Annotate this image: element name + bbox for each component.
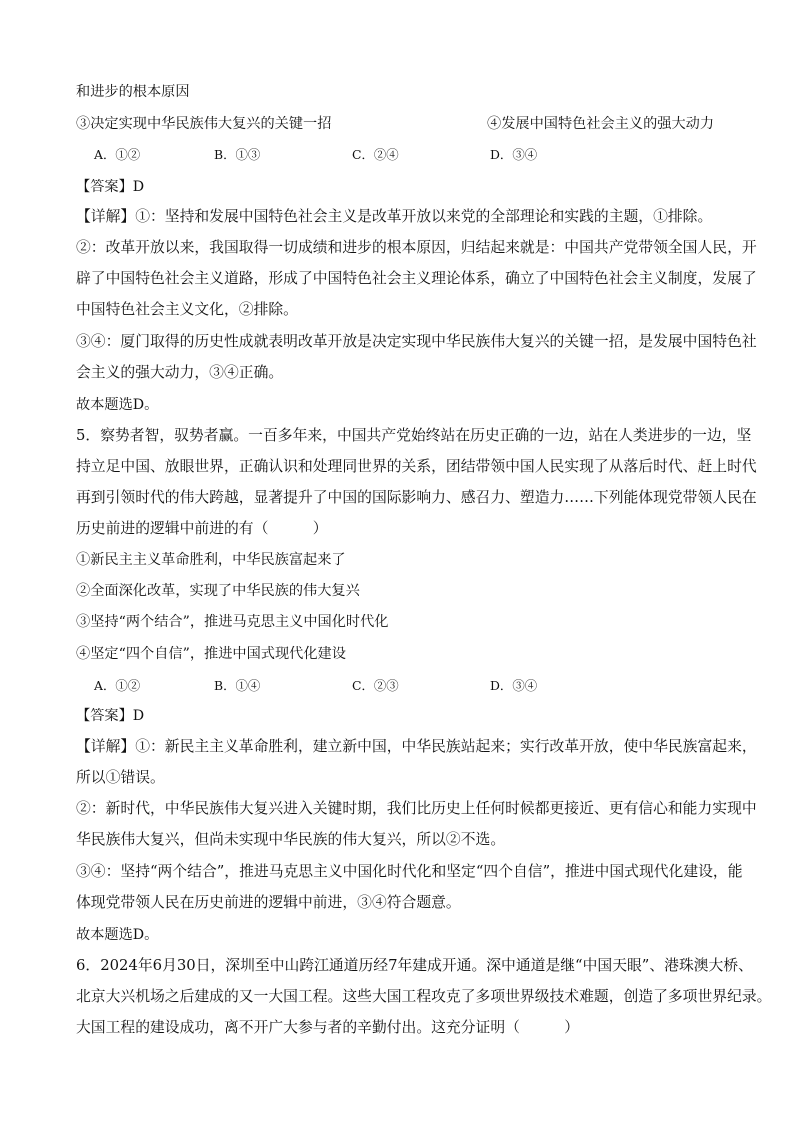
q5-item-2: ②全面深化改革，实现了中华民族的伟大复兴 — [76, 583, 360, 599]
q5-option-a: A．①② — [94, 678, 141, 693]
q5-detail-line-6: 体现党带领人民在历史前进的逻辑中前进，③④符合题意。 — [76, 894, 461, 911]
q4-option-c: C．②④ — [352, 147, 399, 162]
q5-detail-line-4: 华民族伟大复兴，但尚未实现中华民族的伟大复兴，所以②不选。 — [76, 831, 506, 848]
q5-answer: 【答案】D — [76, 708, 145, 724]
q4-item-4: ④发展中国特色社会主义的强大动力 — [487, 116, 715, 132]
q4-detail-line-6: 会主义的强大动力，③④正确。 — [76, 364, 284, 381]
q4-stem-tail: 和进步的根本原因 — [76, 84, 190, 100]
q5-option-b: B．①④ — [214, 678, 261, 693]
q5-stem-line-1: 5．察势者智，驭势者赢。一百多年来，中国共产党始终站在历史正确的一边，站在人类进步的一边，坚 — [76, 427, 752, 444]
q5-stem-line-3: 再到引领时代的伟大跨越，显著提升了中国的国际影响力、感召力、塑造力……下列能体现党带领人民在 — [76, 489, 757, 506]
q5-item-1: ①新民主主义革命胜利，中华民族富起来了 — [76, 552, 346, 568]
q5-detail-line-2: 所以①错误。 — [76, 769, 165, 786]
q4-conclusion: 故本题选D。 — [76, 397, 159, 413]
q4-answer: 【答案】D — [76, 179, 145, 195]
q4-item-3: ③决定实现中华民族伟大复兴的关键一招 — [76, 116, 332, 132]
q6-stem-line-2: 北京大兴机场之后建成的又一大国工程。这些大国工程攻克了多项世界级技术难题，创造了多项世界纪录。 — [76, 988, 772, 1005]
q5-detail-line-3: ②：新时代，中华民族伟大复兴进入关键时期，我们比历史上任何时候都更接近、更有信心和能力实现中 — [76, 800, 757, 817]
q5-conclusion: 故本题选D。 — [76, 927, 159, 943]
q5-item-3: ③坚持“两个结合”，推进马克思主义中国化时代化 — [76, 614, 389, 630]
q5-item-4: ④坚定“四个自信”，推进中国式现代化建设 — [76, 646, 346, 662]
q5-stem-line-2: 持立足中国、放眼世界，正确认识和处理同世界的关系，团结带领中国人民实现了从落后时代、赶上时代 — [76, 458, 757, 475]
q5-detail-line-5: ③④：坚持“两个结合”，推进马克思主义中国化时代化和坚定“四个自信”，推进中国式现代化建设，能 — [76, 863, 743, 880]
q4-option-a: A．①② — [94, 147, 141, 162]
q4-detail-line-2: ②：改革开放以来，我国取得一切成绩和进步的根本原因，归结起来就是：中国共产党带领全国人民，开 — [76, 239, 757, 256]
q6-stem-line-3: 大国工程的建设成功，离不开广大参与者的辛勤付出。这充分证明（ ） — [76, 1019, 580, 1036]
q5-detail-line-1: 【详解】①：新民主主义革命胜利，建立新中国，中华民族站起来；实行改革开放，使中华民族富起来， — [76, 738, 757, 755]
q5-option-c: C．②③ — [352, 678, 399, 693]
q4-detail-line-4: 中国特色社会主义文化，②排除。 — [76, 301, 298, 318]
q5-stem-line-4: 历史前进的逻辑中前进的有（ ） — [76, 520, 328, 537]
q4-detail-line-1: 【详解】①：坚持和发展中国特色社会主义是改革开放以来党的全部理论和实践的主题，①排除。 — [76, 208, 713, 225]
q4-detail-line-5: ③④：厦门取得的历史性成就表明改革开放是决定实现中华民族伟大复兴的关键一招，是发展中国特色社 — [76, 333, 757, 350]
q4-detail-line-3: 辟了中国特色社会主义道路，形成了中国特色社会主义理论体系，确立了中国特色社会主义制度，发展了 — [76, 270, 757, 287]
q4-option-b: B．①③ — [214, 147, 261, 162]
q6-stem-line-1: 6．2024年6月30日，深圳至中山跨江通道历经7年建成开通。深中通道是继“中国天眼”、港珠澳大桥、 — [76, 957, 753, 974]
q4-option-d: D．③④ — [490, 147, 538, 162]
q5-option-d: D．③④ — [490, 678, 538, 693]
